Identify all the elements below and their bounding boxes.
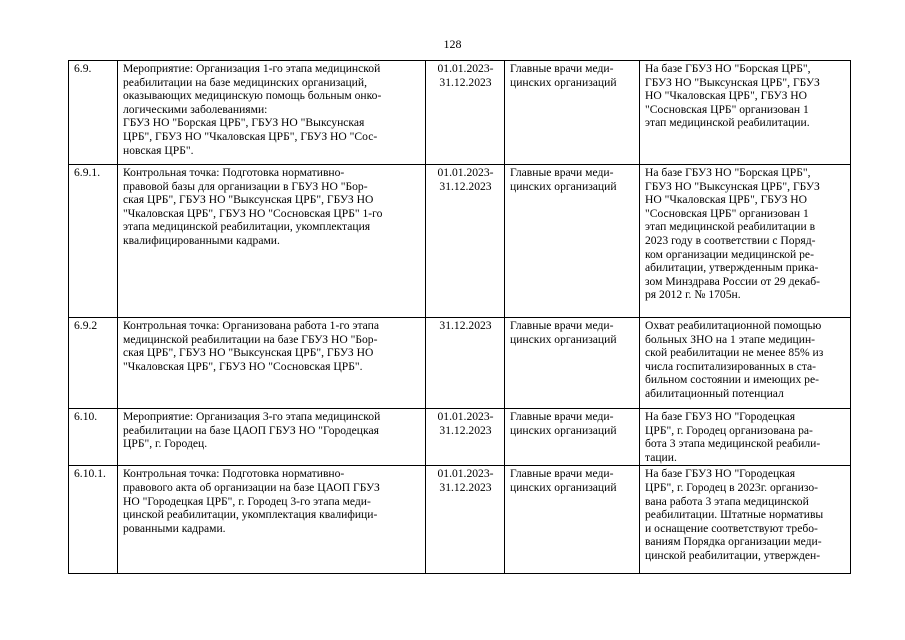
cell-text-line: 01.01.2023-: [437, 410, 494, 423]
result-cell: [640, 165, 851, 318]
responsible-cell: [505, 318, 640, 409]
cell-text-line: этапа медицинской реабилитации, укомплектация: [123, 220, 371, 234]
cell-text-line: Главные врачи меди-: [510, 410, 614, 423]
cell-text-line: этап медицинской реабилитации.: [645, 116, 810, 130]
cell-text-line: "Чкаловская ЦРБ", ГБУЗ НО "Сосновская ЦРБ".: [123, 359, 363, 373]
cell-text-line: НО "Городецкая ЦРБ", г. Городец 3-го этапа меди-: [123, 494, 371, 508]
responsible-cell: [505, 466, 640, 574]
cell-text-line: НО "Чкаловская ЦРБ", ГБУЗ НО: [645, 89, 808, 103]
table-row: [69, 165, 851, 318]
cell-text-line: На базе ГБУЗ НО "Городецкая: [645, 467, 796, 481]
cell-text-line: Главные врачи меди-: [510, 467, 614, 481]
cell-text-line: цинских организаций: [510, 179, 617, 193]
cell-text-line: правовой базы для организации в ГБУЗ НО "Бор-: [123, 179, 368, 193]
table-row: [69, 409, 851, 466]
cell-text-line: и оснащение соответствуют требо-: [645, 521, 818, 535]
item-number-cell: 6.10.1.: [69, 466, 118, 574]
cell-text-line: ЦРБ", г. Городец в 2023г. организо-: [645, 480, 819, 494]
item-number-cell: 6.10.: [69, 409, 118, 466]
cell-text-line: ГБУЗ НО "Выксунская ЦРБ", ГБУЗ: [645, 75, 820, 89]
cell-text-line: цинских организаций: [510, 332, 617, 346]
cell-text-line: 31.12.2023: [439, 423, 492, 437]
cell-text-line: Главные врачи меди-: [510, 319, 614, 332]
cell-text-line: 31.12.2023: [439, 480, 492, 494]
result-cell: [640, 466, 851, 574]
cell-text-line: ГБУЗ НО "Борская ЦРБ", ГБУЗ НО "Выксунская: [123, 116, 365, 130]
activity-cell: [118, 318, 426, 409]
cell-text-line: На базе ГБУЗ НО "Городецкая: [645, 410, 796, 423]
cell-text-line: ской реабилитации не менее 85% из: [645, 346, 824, 360]
cell-text-line: Мероприятие: Организация 3-го этапа медицинской: [123, 410, 381, 423]
cell-text-line: ря 2012 г. № 1705н.: [645, 288, 741, 302]
cell-text-line: рованными кадрами.: [123, 521, 226, 535]
cell-text-line: 01.01.2023-: [437, 166, 494, 179]
cell-text-line: медицинской реабилитации на базе ГБУЗ НО "Бор-: [123, 332, 378, 346]
cell-text-line: Главные врачи меди-: [510, 166, 614, 179]
cell-text-line: НО "Чкаловская ЦРБ", ГБУЗ НО: [645, 193, 808, 207]
cell-text-line: Контрольная точка: Организована работа 1-го этапа: [123, 319, 380, 332]
result-cell: [640, 61, 851, 165]
cell-text-line: Охват реабилитационной помощью: [645, 319, 822, 332]
cell-text-line: ЦРБ", г. Городец.: [123, 437, 208, 451]
cell-text-line: цинских организаций: [510, 480, 617, 494]
table-row: [69, 466, 851, 574]
item-number-cell: 6.9.2: [69, 318, 118, 409]
cell-text-line: реабилитации на базе медицинских организаций,: [123, 75, 367, 89]
result-cell: [640, 318, 851, 409]
deadline-cell: [426, 409, 505, 466]
cell-text-line: ЦРБ", г. Городец организована ра-: [645, 423, 813, 437]
table-row: [69, 61, 851, 165]
deadline-cell: [426, 165, 505, 318]
plan-table-body: [69, 61, 851, 574]
cell-text-line: 01.01.2023-: [437, 62, 494, 75]
cell-text-line: Контрольная точка: Подготовка нормативно-: [123, 166, 345, 179]
cell-text-line: этап медицинской реабилитации в: [645, 220, 816, 234]
cell-text-line: 31.12.2023: [439, 319, 492, 332]
cell-text-line: правового акта об организации на базе ЦАОП ГБУЗ: [123, 480, 380, 494]
cell-text-line: "Чкаловская ЦРБ", ГБУЗ НО "Сосновская ЦРБ" 1-го: [123, 206, 383, 220]
cell-text-line: Контрольная точка: Подготовка нормативно-: [123, 467, 345, 481]
responsible-cell: [505, 61, 640, 165]
deadline-cell: [426, 318, 505, 409]
page-number: 128: [443, 37, 462, 51]
deadline-cell: [426, 61, 505, 165]
cell-text-line: На базе ГБУЗ НО "Борская ЦРБ",: [645, 166, 811, 179]
cell-text-line: цинской реабилитации, укомплектация квалифици-: [123, 508, 378, 522]
cell-text-line: ЦРБ", ГБУЗ НО "Чкаловская ЦРБ", ГБУЗ НО "Сос-: [123, 129, 378, 143]
cell-text-line: 01.01.2023-: [437, 467, 494, 481]
activity-cell: [118, 165, 426, 318]
cell-text-line: тации.: [645, 450, 677, 464]
deadline-cell: [426, 466, 505, 574]
cell-text-line: ваниям Порядка организации меди-: [645, 535, 822, 549]
cell-text-line: оказывающих медицинскую помощь больным онко-: [123, 89, 382, 103]
cell-text-line: 2023 году в соответствии с Поряд-: [645, 233, 816, 247]
cell-text-line: ская ЦРБ", ГБУЗ НО "Выксунская ЦРБ", ГБУЗ НО: [123, 193, 374, 207]
cell-text-line: цинских организаций: [510, 75, 617, 89]
cell-text-line: бота 3 этапа медицинской реабили-: [645, 437, 821, 451]
cell-text-line: 31.12.2023: [439, 75, 492, 89]
cell-text-line: реабилитации. Штатные нормативы: [645, 508, 824, 522]
cell-text-line: На базе ГБУЗ НО "Борская ЦРБ",: [645, 62, 811, 75]
cell-text-line: ГБУЗ НО "Выксунская ЦРБ", ГБУЗ: [645, 179, 820, 193]
plan-table: [68, 60, 851, 574]
cell-text-line: больных ЗНО на 1 этапе медицин-: [645, 332, 816, 346]
activity-cell: [118, 409, 426, 466]
cell-text-line: Мероприятие: Организация 1-го этапа медицинской: [123, 62, 381, 75]
cell-text-line: ком организации медицинской ре-: [645, 247, 814, 261]
cell-text-line: бильном состоянии и имеющих ре-: [645, 373, 819, 387]
activity-cell: [118, 466, 426, 574]
item-number-cell: 6.9.: [69, 61, 118, 165]
cell-text-line: вана работа 3 этапа медицинской: [645, 494, 809, 508]
responsible-cell: [505, 165, 640, 318]
cell-text-line: числа госпитализированных в ста-: [645, 359, 817, 373]
cell-text-line: цинской реабилитации, утвержден-: [645, 548, 821, 562]
cell-text-line: цинских организаций: [510, 423, 617, 437]
item-number-cell: 6.9.1.: [69, 165, 118, 318]
cell-text-line: абилитационный потенциал: [645, 386, 784, 400]
cell-text-line: ская ЦРБ", ГБУЗ НО "Выксунская ЦРБ", ГБУЗ НО: [123, 346, 374, 360]
activity-cell: [118, 61, 426, 165]
cell-text-line: Главные врачи меди-: [510, 62, 614, 75]
cell-text-line: новская ЦРБ".: [123, 143, 194, 157]
result-cell: [640, 409, 851, 466]
responsible-cell: [505, 409, 640, 466]
cell-text-line: 31.12.2023: [439, 179, 492, 193]
cell-text-line: "Сосновская ЦРБ" организован 1: [645, 102, 809, 116]
cell-text-line: логическими заболеваниями:: [123, 102, 268, 116]
table-row: [69, 318, 851, 409]
cell-text-line: "Сосновская ЦРБ" организован 1: [645, 206, 809, 220]
cell-text-line: абилитации, утвержденным прика-: [645, 261, 819, 275]
cell-text-line: реабилитации на базе ЦАОП ГБУЗ НО "Городецкая: [123, 423, 379, 437]
cell-text-line: квалифицированными кадрами.: [123, 233, 280, 247]
cell-text-line: зом Минздрава России от 29 декаб-: [645, 274, 820, 288]
